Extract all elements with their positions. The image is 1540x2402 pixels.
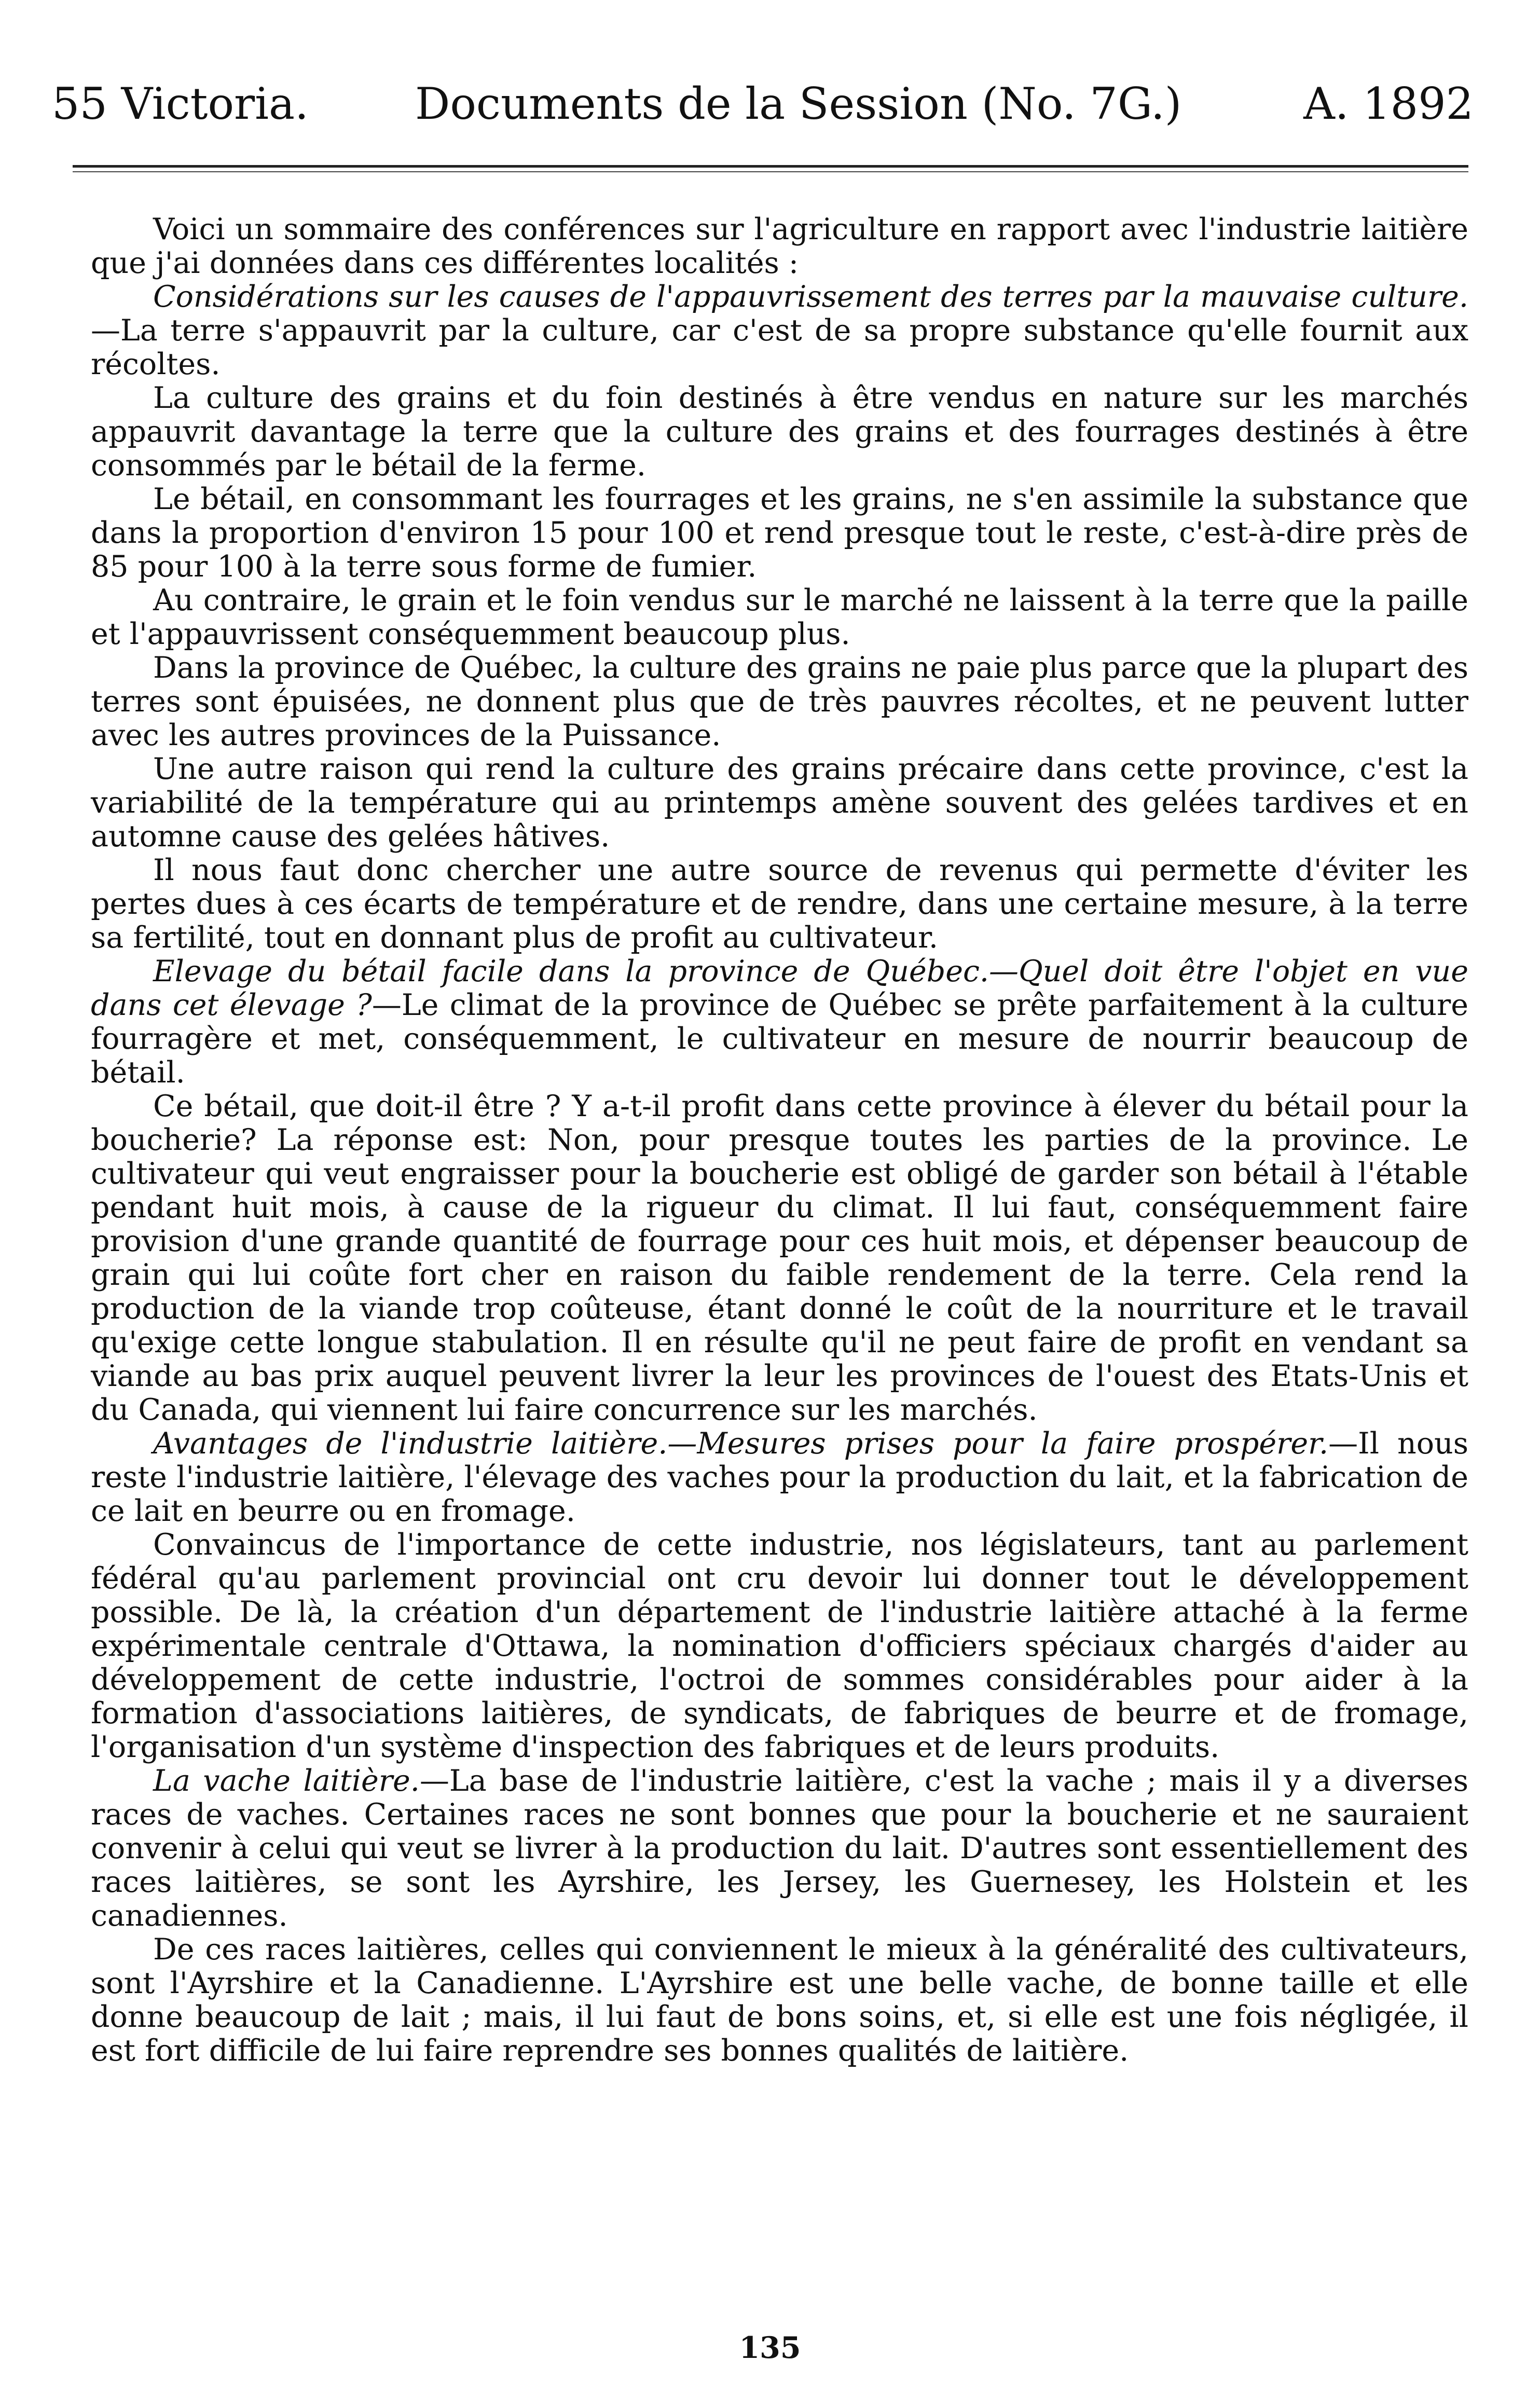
header-rule [73,165,1468,168]
paragraph: Au contraire, le grain et le foin vendus sur le marché ne laissent à la terre que la paille et l'appauvrissent conséquemment beaucoup plus. [91,583,1468,651]
paragraph: Voici un sommaire des conférences sur l'agriculture en rapport avec l'industrie laitière que j'ai données dans ces différentes localités : [91,212,1468,280]
section-heading: Avantages de l'industrie laitière.—Mesures prises pour la faire prospérer. [153,1426,1329,1461]
paragraph: Dans la province de Québec, la culture des grains ne paie plus parce que la plupart des terres sont épuisées, ne donnent plus que de très pauvres récoltes, et ne peuvent lutter avec les autres provinces de la Puissance. [91,651,1468,752]
section-heading: La vache laitière. [153,1764,420,1798]
header-regnal-year: 55 Victoria. [52,78,309,129]
header-rule-thin [73,171,1468,172]
paragraph: La culture des grains et du foin destinés à être vendus en nature sur les marchés appauvrit davantage la terre que la culture des grains et des fourrages destinés à être consommés par le bétail de la ferme. [91,381,1468,483]
paragraph: Elevage du bétail facile dans la province de Québec.—Quel doit être l'objet en vue dans cet élevage ?—Le climat de la province de Québec se prête parfaitement à la culture fourragère et met, conséquemment, le cultivateur en mesure de nourrir beaucoup de bétail. [91,954,1468,1090]
paragraph: Convaincus de l'importance de cette industrie, nos législateurs, tant au parlement fédéral qu'au parlement provincial ont cru devoir lui donner tout le développement possible. De là, la création d'un département de l'industrie laitière attaché à la ferme expérimentale centrale d'Ottawa, la nomination d'officiers spéciaux chargés d'aider au développement de cette industrie, l'octroi de sommes considérables pour aider à la formation d'associations laitières, de syndicats, de fabriques de beurre et de fromage, l'organisation d'un système d'inspection des fabriques et de leurs produits. [91,1528,1468,1764]
running-header [52,73,1474,135]
page-number: 135 [739,2330,801,2365]
header-year: A. 1892 [1303,78,1474,129]
paragraph: De ces races laitières, celles qui conviennent le mieux à la généralité des cultivateurs, sont l'Ayrshire et la Canadienne. L'Ayrshire est une belle vache, de bonne taille et elle donne beaucoup de lait ; mais, il lui faut de bons soins, et, si elle est une fois négligée, il est fort difficile de lui faire reprendre ses bonnes qualités de laitière. [91,1932,1468,2068]
body-text [91,213,1468,2068]
section-heading: Considérations sur les causes de l'appauvrissement des terres par la mauvaise culture. [153,280,1468,314]
paragraph: Considérations sur les causes de l'appauvrissement des terres par la mauvaise culture.—La terre s'appauvrit par la culture, car c'est de sa propre substance qu'elle fournit aux récoltes. [91,280,1468,381]
paragraph: La vache laitière.—La base de l'industrie laitière, c'est la vache ; mais il y a diverses races de vaches. Certaines races ne sont bonnes que pour la boucherie et ne sauraient convenir à celui qui veut se livrer à la production du lait. D'autres sont essentiellement des races laitières, se sont les Ayrshire, les Jersey, les Guernesey, les Holstein et les canadiennes. [91,1764,1468,1933]
paragraph: Le bétail, en consommant les fourrages et les grains, ne s'en assimile la substance que dans la proportion d'environ 15 pour 100 et rend presque tout le reste, c'est-à-dire près de 85 pour 100 à la terre sous forme de fumier. [91,482,1468,584]
paragraph: Avantages de l'industrie laitière.—Mesures prises pour la faire prospérer.—Il nous reste l'industrie laitière, l'élevage des vaches pour la production du lait, et la fabrication de ce lait en beurre ou en fromage. [91,1426,1468,1528]
paragraph: Ce bétail, que doit-il être ? Y a-t-il profit dans cette province à élever du bétail pour la boucherie? La réponse est: Non, pour presque toutes les parties de la province. Le cultivateur qui veut engraisser pour la boucherie est obligé de garder son bétail à l'étable pendant huit mois, à cause de la rigueur du climat. Il lui faut, conséquemment faire provision d'une grande quantité de fourrage pour ces huit mois, et dépenser beaucoup de grain qui lui coûte fort cher en raison du faible rendement de la terre. Cela rend la production de la viande trop coûteuse, étant donné le coût de la nourriture et le travail qu'exige cette longue stabulation. Il en résulte qu'il ne peut faire de profit en vendant sa viande au bas prix auquel peuvent livrer la leur les provinces de l'ouest des Etats-Unis et du Canada, qui viennent lui faire concurrence sur les marchés. [91,1089,1468,1427]
paragraph: Il nous faut donc chercher une autre source de revenus qui permette d'éviter les pertes dues à ces écarts de température et de rendre, dans une certaine mesure, à la terre sa fertilité, tout en donnant plus de profit au cultivateur. [91,853,1468,955]
section-heading: Elevage du bétail facile dans la province de Québec.—Quel doit être l'objet en vue dans cet élevage ? [91,954,1468,1022]
paragraph: Une autre raison qui rend la culture des grains précaire dans cette province, c'est la variabilité de la température qui au printemps amène souvent des gelées tardives et en automne cause des gelées hâtives. [91,752,1468,854]
header-title: Documents de la Session (No. 7G.) [415,78,1182,129]
